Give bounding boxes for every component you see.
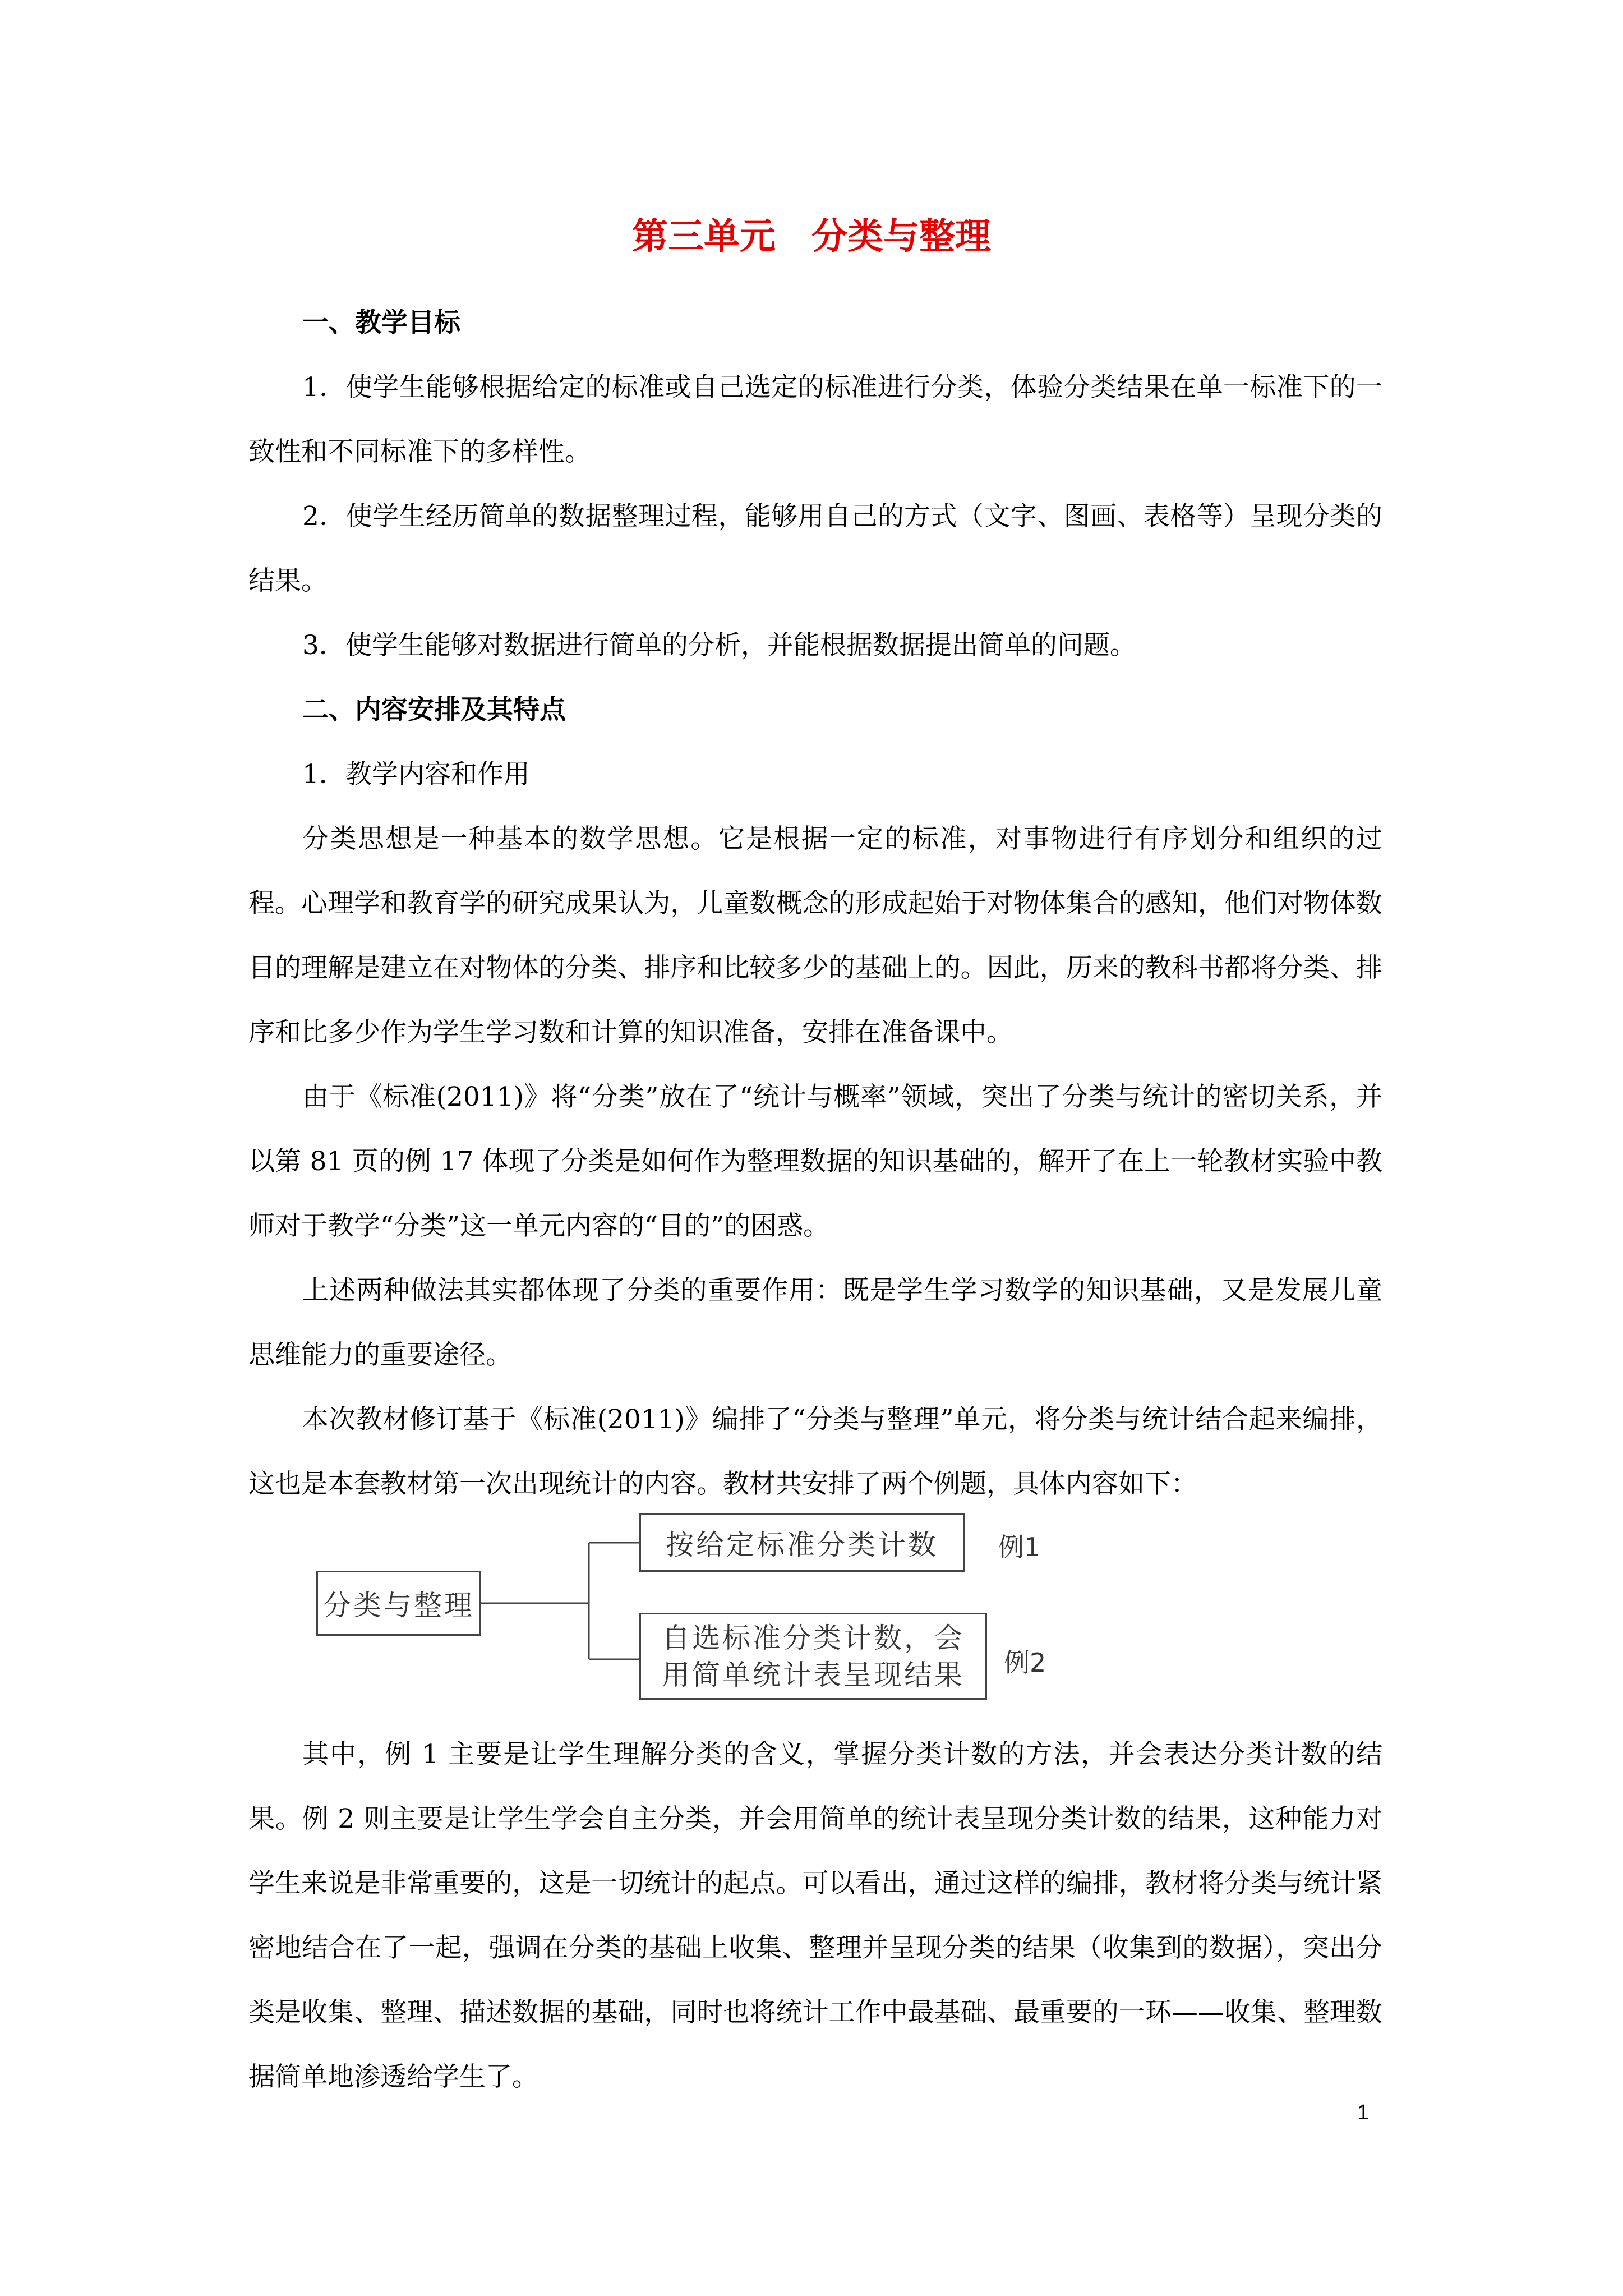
objective-3: 3．使学生能够对数据进行简单的分析，并能根据数据提出简单的问题。 xyxy=(302,630,1136,661)
paragraph-4: 本次教材修订基于《标准(2011)》编排了“分类与整理”单元，将分类与统计结合起来编排，这也是本套教材第一次出现统计的内容。教材共安排了两个例题，具体内容如下： xyxy=(248,1404,1382,1499)
section-1-heading: 一、教学目标 xyxy=(302,307,460,338)
diagram-example-2-label: 例2 xyxy=(1004,1648,1046,1678)
diagram-branch-2-line-1: 自选标准分类计数，会 xyxy=(662,1621,965,1654)
page-title xyxy=(0,214,1623,259)
paragraph-1: 分类思想是一种基本的数学思想。它是根据一定的标准，对事物进行有序划分和组织的过程。心理学和教育学的研究成果认为，儿童数概念的形成起始于对物体集合的感知，他们对物体数目的理解是建立在对物体的分类、排序和比较多少的基础上的。因此，历来的教科书都将分类、排序和比多少作为学生学习数和计算的知识准备，安排在准备课中。 xyxy=(248,823,1382,1048)
paragraph-5: 其中，例 1 主要是让学生理解分类的含义，掌握分类计数的方法，并会表达分类计数的结果。例 2 则主要是让学生学会自主分类，并会用简单的统计表呈现分类计数的结果，这种能力对学生来说是非常重要的，这是一切统计的起点。可以看出，通过这样的编排，教材将分类与统计紧密地结合在了一起，强调在分类的基础上收集、整理并呈现分类的结果（收集到的数据），突出分类是收集、整理、描述数据的基础，同时也将统计工作中最基础、最重要的一环——收集、整理数据简单地渗透给学生了。 xyxy=(248,1739,1382,2092)
paragraph-3: 上述两种做法其实都体现了分类的重要作用：既是学生学习数学的知识基础，又是发展儿童思维能力的重要途径。 xyxy=(248,1275,1382,1370)
title-unit: 第三单元 xyxy=(632,215,776,257)
title-topic: 分类与整理 xyxy=(811,215,991,257)
page-number: 1 xyxy=(1357,2101,1370,2124)
section-1 xyxy=(248,291,1382,1516)
objective-1: 1．使学生能够根据给定的标准或自己选定的标准进行分类，体验分类结果在单一标准下的一致性和不同标准下的多样性。 xyxy=(248,372,1382,467)
objective-2: 2．使学生经历简单的数据整理过程，能够用自己的方式（文字、图画、表格等）呈现分类的结果。 xyxy=(248,501,1382,596)
diagram-example-1-label: 例1 xyxy=(998,1532,1041,1562)
section-2-subheading: 1．教学内容和作用 xyxy=(302,759,530,790)
diagram-branch-2-line-2: 用简单统计表呈现结果 xyxy=(662,1658,965,1691)
diagram-branch-2-box xyxy=(639,1613,987,1700)
closing-section xyxy=(248,1722,1382,2109)
diagram-root-box: 分类与整理 xyxy=(316,1571,481,1636)
diagram-branch-1-box: 按给定标准分类计数 xyxy=(639,1513,965,1572)
paragraph-2: 由于《标准(2011)》将“分类”放在了“统计与概率”领域，突出了分类与统计的密切关系，并以第 81 页的例 17 体现了分类是如何作为整理数据的知识基础的，解开了在上一轮教材实验中教师对于教学“分类”这一单元内容的“目的”的困惑。 xyxy=(248,1082,1382,1241)
section-2-heading: 二、内容安排及其特点 xyxy=(302,694,566,725)
structure-diagram xyxy=(314,1509,1088,1700)
